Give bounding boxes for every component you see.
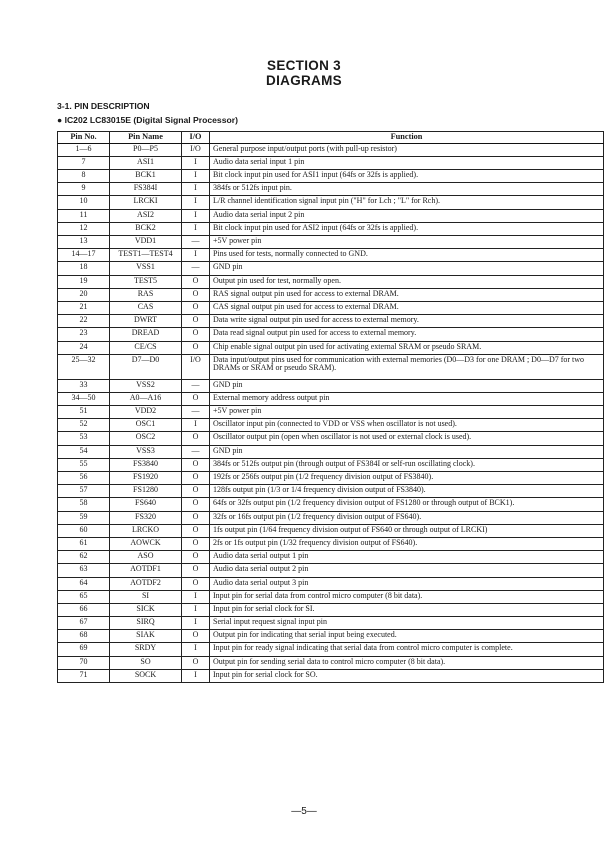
header-function: Function (210, 132, 604, 144)
pin-function: GND pin (210, 262, 604, 275)
table-row (58, 379, 604, 392)
table-row (58, 458, 604, 471)
pin-number: 61 (58, 537, 110, 550)
pin-function: L/R channel identification signal input pin ("H" for Lch ; "L" for Rch). (210, 196, 604, 209)
pin-number: 58 (58, 498, 110, 511)
pin-number: 33 (58, 379, 110, 392)
pin-number: 51 (58, 406, 110, 419)
pin-name: SICK (110, 603, 182, 616)
table-row (58, 537, 604, 550)
section-subtitle: DIAGRAMS (266, 73, 342, 88)
pin-io: I (182, 669, 210, 682)
pin-function: General purpose input/output ports (with pull-up resistor) (210, 143, 604, 156)
pin-io: I (182, 643, 210, 656)
pin-name: FS320 (110, 511, 182, 524)
header-io: I/O (182, 132, 210, 144)
table-row (58, 603, 604, 616)
pin-io: I (182, 183, 210, 196)
pin-name: VSS1 (110, 262, 182, 275)
pin-io: I (182, 222, 210, 235)
pin-name: SO (110, 656, 182, 669)
pin-name: VSS2 (110, 379, 182, 392)
pin-function: Output pin used for test, normally open. (210, 275, 604, 288)
pin-function: Audio data serial output 3 pin (210, 577, 604, 590)
pin-name: AOTDF1 (110, 564, 182, 577)
table-row (58, 564, 604, 577)
pin-function: Audio data serial output 2 pin (210, 564, 604, 577)
pin-function: Serial input request signal input pin (210, 617, 604, 630)
pin-function: 128fs output pin (1/3 or 1/4 frequency division output of FS3840). (210, 485, 604, 498)
pin-name: BCK1 (110, 170, 182, 183)
pin-function: +5V power pin (210, 406, 604, 419)
pin-number: 70 (58, 656, 110, 669)
table-row (58, 419, 604, 432)
table-row (58, 485, 604, 498)
pin-number: 34—50 (58, 392, 110, 405)
pin-name: FS384I (110, 183, 182, 196)
pin-function: Data input/output pins used for communication with external memories (D0—D3 for one DRAM ; D0—D7 for two DRAMs or SRAM or pseudo SRAM). (210, 354, 604, 379)
pin-io: I (182, 419, 210, 432)
pin-description-table (57, 131, 604, 683)
pin-function: 384fs or 512fs output pin (through output of FS384I or self-run oscillating clock). (210, 458, 604, 471)
pin-number: 62 (58, 551, 110, 564)
pin-io: O (182, 432, 210, 445)
pin-number: 53 (58, 432, 110, 445)
table-row (58, 288, 604, 301)
table-row (58, 392, 604, 405)
pin-name: LRCKO (110, 524, 182, 537)
pin-name: ASI2 (110, 209, 182, 222)
pin-function: 192fs or 256fs output pin (1/2 frequency division output of FS3840). (210, 472, 604, 485)
pin-function: Pins used for tests, normally connected to GND. (210, 249, 604, 262)
pin-number: 18 (58, 262, 110, 275)
pin-number: 9 (58, 183, 110, 196)
table-row (58, 236, 604, 249)
pin-io: I (182, 249, 210, 262)
pin-io: — (182, 379, 210, 392)
pin-function: +5V power pin (210, 236, 604, 249)
table-row (58, 196, 604, 209)
pin-io: O (182, 301, 210, 314)
pin-io: I/O (182, 143, 210, 156)
pin-function: 2fs or 1fs output pin (1/32 frequency division output of FS640). (210, 537, 604, 550)
table-row (58, 498, 604, 511)
table-row (58, 315, 604, 328)
table-row (58, 524, 604, 537)
pin-io: I (182, 603, 210, 616)
pin-function: GND pin (210, 379, 604, 392)
pin-number: 24 (58, 341, 110, 354)
pin-io: O (182, 485, 210, 498)
table-row (58, 406, 604, 419)
pin-number: 59 (58, 511, 110, 524)
pin-name: FS1280 (110, 485, 182, 498)
pin-function: External memory address output pin (210, 392, 604, 405)
pin-number: 1—6 (58, 143, 110, 156)
pin-function: Data read signal output pin used for access to external memory. (210, 328, 604, 341)
pin-name: FS640 (110, 498, 182, 511)
pin-number: 21 (58, 301, 110, 314)
pin-name: SIAK (110, 630, 182, 643)
pin-io: O (182, 288, 210, 301)
table-row (58, 209, 604, 222)
table-row (58, 617, 604, 630)
pin-number: 23 (58, 328, 110, 341)
pin-number: 25—32 (58, 354, 110, 379)
pin-name: VDD2 (110, 406, 182, 419)
pin-function: 1fs output pin (1/64 frequency division output of FS640 or through output of LRCKI) (210, 524, 604, 537)
pin-name: DWRT (110, 315, 182, 328)
pin-function: 384fs or 512fs input pin. (210, 183, 604, 196)
table-body (58, 143, 604, 682)
pin-function: Chip enable signal output pin used for activating external SRAM or pseudo SRAM. (210, 341, 604, 354)
pin-number: 67 (58, 617, 110, 630)
pin-function: Oscillator output pin (open when oscillator is not used or external clock is used). (210, 432, 604, 445)
pin-name: ASO (110, 551, 182, 564)
pin-number: 52 (58, 419, 110, 432)
pin-name: OSC2 (110, 432, 182, 445)
table-row (58, 341, 604, 354)
pin-name: AOTDF2 (110, 577, 182, 590)
pin-io: O (182, 315, 210, 328)
pin-name: TEST1—TEST4 (110, 249, 182, 262)
pin-io: O (182, 524, 210, 537)
pin-function: GND pin (210, 445, 604, 458)
table-row (58, 630, 604, 643)
pin-number: 65 (58, 590, 110, 603)
pin-name: OSC1 (110, 419, 182, 432)
pin-name: FS1920 (110, 472, 182, 485)
pin-number: 71 (58, 669, 110, 682)
pin-function: Output pin for sending serial data to control micro computer (8 bit data). (210, 656, 604, 669)
section-title: SECTION 3 (267, 58, 341, 73)
pin-name: BCK2 (110, 222, 182, 235)
pin-number: 56 (58, 472, 110, 485)
pin-number: 11 (58, 209, 110, 222)
pin-number: 66 (58, 603, 110, 616)
pin-name: DREAD (110, 328, 182, 341)
pin-function: Bit clock input pin used for ASI2 input (64fs or 32fs is applied). (210, 222, 604, 235)
pin-function: Input pin for serial clock for SI. (210, 603, 604, 616)
table-row (58, 143, 604, 156)
pin-io: O (182, 275, 210, 288)
pin-io: I (182, 590, 210, 603)
table-row (58, 354, 604, 379)
table-row (58, 301, 604, 314)
pin-io: — (182, 445, 210, 458)
pin-io: I (182, 196, 210, 209)
pin-number: 55 (58, 458, 110, 471)
pin-function: Bit clock input pin used for ASI1 input (64fs or 32fs is applied). (210, 170, 604, 183)
table-row (58, 249, 604, 262)
pin-io: O (182, 341, 210, 354)
pin-io: O (182, 656, 210, 669)
table-header-row (58, 132, 604, 144)
pin-io: O (182, 551, 210, 564)
pin-number: 54 (58, 445, 110, 458)
pin-function: Audio data serial input 1 pin (210, 156, 604, 169)
pin-io: I (182, 170, 210, 183)
header-pin-no: Pin No. (58, 132, 110, 144)
table-row (58, 275, 604, 288)
pin-number: 12 (58, 222, 110, 235)
pin-name: SRDY (110, 643, 182, 656)
pin-io: I (182, 209, 210, 222)
pin-io: O (182, 511, 210, 524)
pin-io: O (182, 458, 210, 471)
pin-io: — (182, 236, 210, 249)
table-row (58, 262, 604, 275)
pin-io: O (182, 577, 210, 590)
pin-number: 19 (58, 275, 110, 288)
table-row (58, 472, 604, 485)
table-row (58, 656, 604, 669)
pin-number: 60 (58, 524, 110, 537)
table-row (58, 328, 604, 341)
pin-number: 13 (58, 236, 110, 249)
pin-number: 57 (58, 485, 110, 498)
pin-name: SOCK (110, 669, 182, 682)
pin-number: 14—17 (58, 249, 110, 262)
table-row (58, 643, 604, 656)
pin-io: O (182, 328, 210, 341)
table-row (58, 222, 604, 235)
pin-io: O (182, 392, 210, 405)
pin-function: Input pin for serial data from control micro computer (8 bit data). (210, 590, 604, 603)
pin-io: O (182, 537, 210, 550)
pin-function: 32fs or 16fs output pin (1/2 frequency division output of FS640). (210, 511, 604, 524)
pin-io: I (182, 156, 210, 169)
pin-function: Input pin for serial clock for SO. (210, 669, 604, 682)
pin-io: — (182, 262, 210, 275)
table-row (58, 432, 604, 445)
pin-function: Audio data serial input 2 pin (210, 209, 604, 222)
table-row (58, 445, 604, 458)
pin-io: O (182, 498, 210, 511)
pin-name: A0—A16 (110, 392, 182, 405)
pin-name: $\overline{RAS}$ (110, 288, 182, 301)
pin-name: TEST5 (110, 275, 182, 288)
pin-name: P0—P5 (110, 143, 182, 156)
table-row (58, 590, 604, 603)
pin-io: I (182, 617, 210, 630)
pin-io: — (182, 406, 210, 419)
pin-name: ASI1 (110, 156, 182, 169)
pin-function: Oscillator input pin (connected to VDD or VSS when oscillator is not used). (210, 419, 604, 432)
pin-name: VSS3 (110, 445, 182, 458)
pin-number: 22 (58, 315, 110, 328)
pin-name: VDD1 (110, 236, 182, 249)
table-row (58, 183, 604, 196)
pin-number: 64 (58, 577, 110, 590)
pin-number: 68 (58, 630, 110, 643)
table-row (58, 511, 604, 524)
table-row (58, 669, 604, 682)
header-pin-name: Pin Name (110, 132, 182, 144)
table-row (58, 551, 604, 564)
subsection-heading: 3-1. PIN DESCRIPTION (57, 101, 150, 111)
pin-name: $\overline{CAS}$ (110, 301, 182, 314)
pin-number: 20 (58, 288, 110, 301)
pin-name: LRCKI (110, 196, 182, 209)
pin-io: O (182, 472, 210, 485)
pin-function: Output pin for indicating that serial input being executed. (210, 630, 604, 643)
pin-name: CE/CS (110, 341, 182, 354)
pin-number: 7 (58, 156, 110, 169)
pin-name: SIRQ (110, 617, 182, 630)
pin-function: 64fs or 32fs output pin (1/2 frequency division output of FS1280 or through output of BCK1). (210, 498, 604, 511)
pin-name: SI (110, 590, 182, 603)
pin-function: CAS signal output pin used for access to external DRAM. (210, 301, 604, 314)
ic-label: ● IC202 LC83015E (Digital Signal Processor) (57, 115, 238, 125)
pin-number: 8 (58, 170, 110, 183)
table-row (58, 577, 604, 590)
page-number: —5— (291, 806, 317, 817)
pin-io: O (182, 630, 210, 643)
pin-function: Data write signal output pin used for access to external memory. (210, 315, 604, 328)
pin-name: AOWCK (110, 537, 182, 550)
pin-number: 63 (58, 564, 110, 577)
pin-io: I/O (182, 354, 210, 379)
pin-io: O (182, 564, 210, 577)
pin-name: FS3840 (110, 458, 182, 471)
table-row (58, 156, 604, 169)
pin-number: 10 (58, 196, 110, 209)
table-row (58, 170, 604, 183)
pin-name: D7—D0 (110, 354, 182, 379)
pin-function: RAS signal output pin used for access to external DRAM. (210, 288, 604, 301)
pin-number: 69 (58, 643, 110, 656)
pin-function: Input pin for ready signal indicating that serial data from control micro computer is complete. (210, 643, 604, 656)
pin-function: Audio data serial output 1 pin (210, 551, 604, 564)
